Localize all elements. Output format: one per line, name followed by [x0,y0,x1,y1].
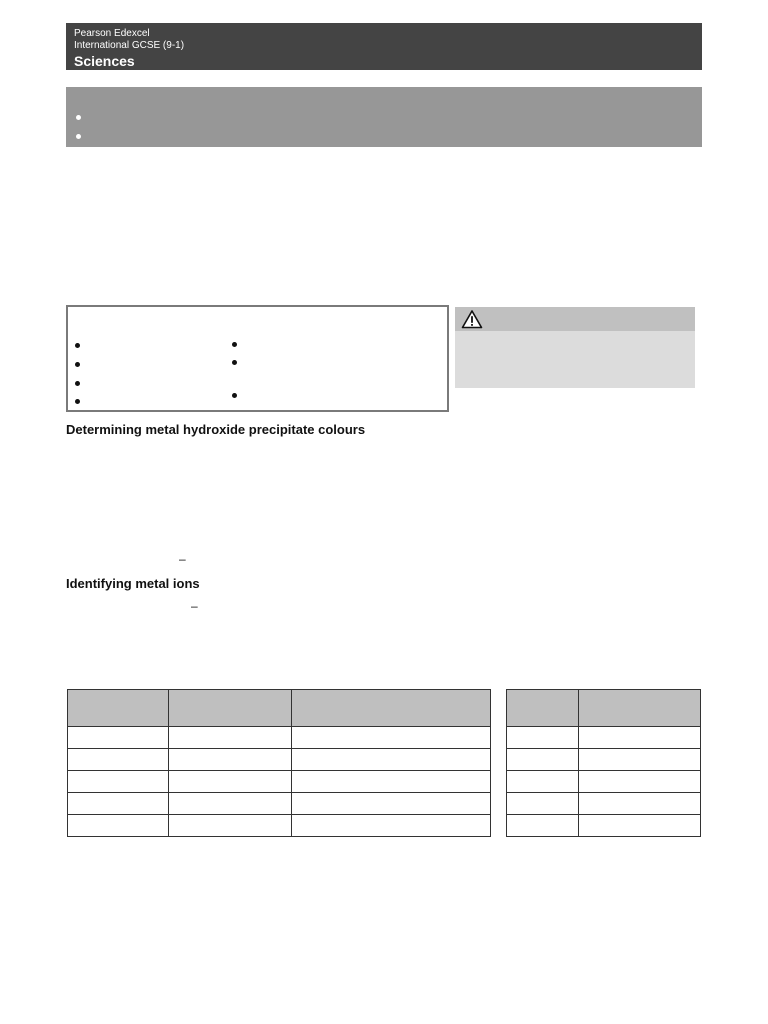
bullet-icon [76,115,81,120]
worksheet-header [66,23,702,70]
table-cell[interactable] [579,771,701,793]
table-cell[interactable] [579,815,701,837]
table-header-cell [507,690,579,727]
safety-box [455,307,695,388]
table-cell[interactable] [292,727,491,749]
table-row [68,815,491,837]
table-cell[interactable] [169,727,292,749]
equipment-box [66,305,449,412]
bullet-icon [232,393,237,398]
dash-mark: – [179,552,186,566]
table-cell[interactable] [292,771,491,793]
table-cell[interactable] [68,749,169,771]
table-header-row [68,690,491,727]
table-row [68,771,491,793]
bullet-icon [75,343,80,348]
table-cell[interactable] [507,815,579,837]
table-row [68,727,491,749]
table-cell[interactable] [507,793,579,815]
table-row [507,815,701,837]
results-table-left [67,689,491,837]
table-cell[interactable] [68,793,169,815]
table-cell[interactable] [169,749,292,771]
bullet-icon [232,360,237,365]
table-header-cell [169,690,292,727]
table-cell[interactable] [292,815,491,837]
table-cell[interactable] [169,815,292,837]
qualification-name: International GCSE (9-1) [74,40,185,51]
table-cell[interactable] [579,793,701,815]
table-header-cell [579,690,701,727]
table-row [507,771,701,793]
table-cell[interactable] [579,727,701,749]
table-cell[interactable] [68,771,169,793]
bullet-icon [76,134,81,139]
table-cell[interactable] [169,771,292,793]
safety-header-bar [455,307,695,331]
section-heading-identifying-ions: Identifying metal ions [66,576,200,591]
table-cell[interactable] [292,749,491,771]
bullet-icon [232,342,237,347]
table-cell[interactable] [68,727,169,749]
table-header-row [507,690,701,727]
table-cell[interactable] [169,793,292,815]
section-heading-precipitate-colours: Determining metal hydroxide precipitate colours [66,422,366,437]
bullet-icon [75,362,80,367]
table-row [68,749,491,771]
table-row [68,793,491,815]
objectives-box [66,87,702,147]
table-row [507,793,701,815]
table-cell[interactable] [507,771,579,793]
publisher-name: Pearson Edexcel [74,28,150,39]
table-row [507,727,701,749]
table-cell[interactable] [292,793,491,815]
table-cell[interactable] [507,727,579,749]
dash-mark: – [191,599,198,613]
table-row [507,749,701,771]
table-header-cell [292,690,491,727]
subject-title: Sciences [74,53,135,69]
bullet-icon [75,381,80,386]
warning-icon [461,309,483,329]
table-cell[interactable] [507,749,579,771]
bullet-icon [75,399,80,404]
table-header-cell [68,690,169,727]
results-table-right [506,689,701,837]
table-cell[interactable] [68,815,169,837]
table-cell[interactable] [579,749,701,771]
